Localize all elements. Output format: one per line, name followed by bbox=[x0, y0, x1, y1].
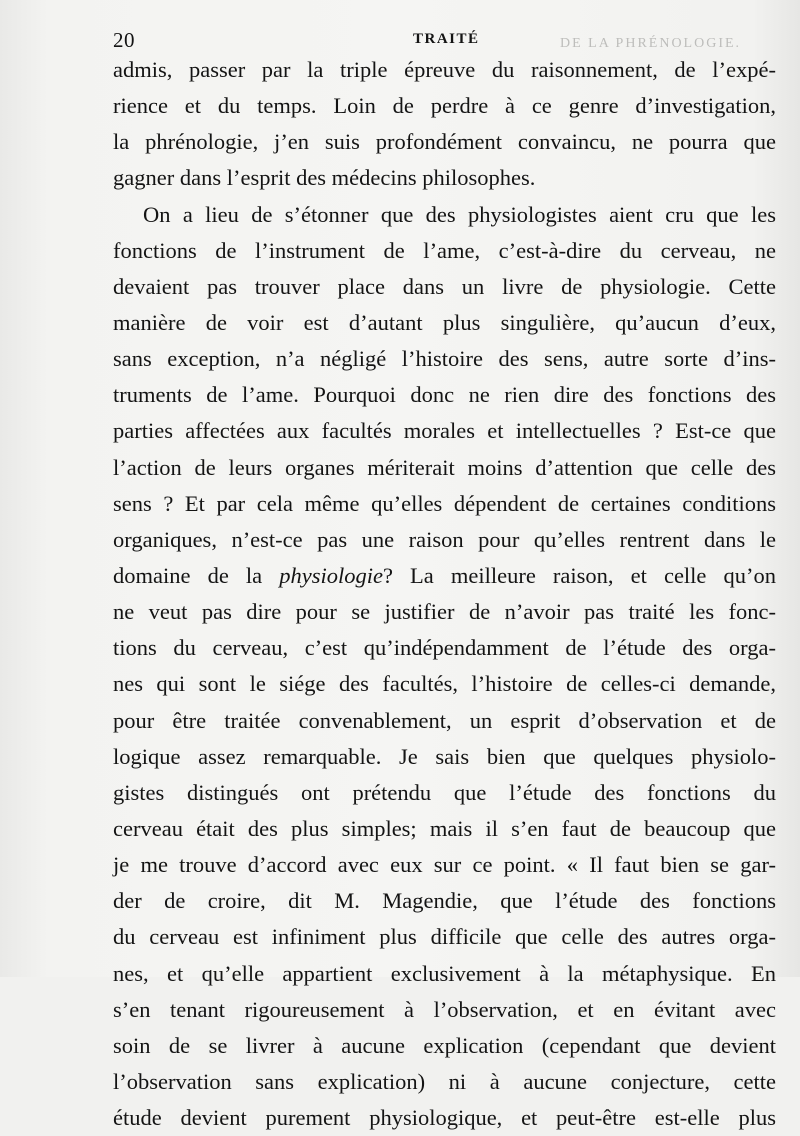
text-segment: admis, passer par la triple épreuve du raisonnement, de l’expé- bbox=[113, 57, 776, 82]
text-line bbox=[113, 233, 776, 269]
text-segment: parties affectées aux facultés morales et intellectuelles ? Est-ce que bbox=[113, 418, 776, 444]
text-segment: der de croire, dit M. Magendie, que l’étude des fonctions bbox=[113, 888, 776, 914]
text-line bbox=[113, 522, 776, 558]
text-line bbox=[113, 88, 776, 124]
text-segment: la phrénologie, j’en suis profondément convaincu, ne pourra que bbox=[113, 129, 776, 155]
text-segment: je me trouve d’accord avec eux sur ce point. « Il faut bien se gar- bbox=[113, 852, 776, 878]
text-line bbox=[113, 630, 776, 666]
text-segment: On a lieu de s’étonner que des physiologistes aient cru que les bbox=[143, 201, 776, 227]
text-line bbox=[113, 1064, 776, 1100]
text-line bbox=[113, 341, 776, 377]
text-line bbox=[113, 703, 776, 739]
text-line bbox=[113, 450, 776, 486]
text-segment: rience et du temps. Loin de perdre à ce genre d’investigation, bbox=[113, 93, 776, 119]
text-segment: étude devient purement physiologique, et peut-être est-elle plus bbox=[113, 1105, 776, 1131]
text-line bbox=[113, 52, 776, 88]
text-segment: sans exception, n’a négligé l’histoire des sens, autre sorte d’ins- bbox=[113, 346, 776, 372]
text-line bbox=[113, 1100, 776, 1136]
text-segment: devaient pas trouver place dans un livre de physiologie. Cette bbox=[113, 273, 776, 299]
bleed-through-text: DE LA PHRÉNOLOGIE. bbox=[560, 36, 742, 51]
text-line bbox=[113, 956, 776, 992]
text-segment: nes, et qu’elle appartient exclusivement à la métaphysique. En bbox=[113, 960, 776, 986]
running-title: TRAITÉ bbox=[413, 31, 480, 47]
text-line bbox=[113, 160, 776, 196]
text-line bbox=[113, 847, 776, 883]
text-segment: du cerveau est infiniment plus difficile que celle des autres orga- bbox=[113, 924, 776, 950]
text-segment: l’observation sans explication) ni à aucune conjecture, cette bbox=[113, 1068, 776, 1094]
text-line bbox=[113, 413, 776, 449]
italic-text: physiologie bbox=[279, 562, 383, 588]
text-line bbox=[113, 486, 776, 522]
text-line bbox=[113, 197, 776, 233]
text-line bbox=[113, 594, 776, 630]
text-segment: manière de voir est d’autant plus singulière, qu’aucun d’eux, bbox=[113, 309, 776, 335]
text-segment: sens ? Et par cela même qu’elles dépendent de certaines conditions bbox=[113, 490, 776, 516]
text-line bbox=[113, 377, 776, 413]
text-line bbox=[113, 269, 776, 305]
text-segment: fonctions de l’instrument de l’ame, c’est-à-dire du cerveau, ne bbox=[113, 237, 776, 263]
text-segment: ne veut pas dire pour se justifier de n’avoir pas traité les fonc- bbox=[113, 599, 776, 625]
text-segment: logique assez remarquable. Je sais bien que quelques physiolo- bbox=[113, 743, 776, 769]
body-text bbox=[113, 52, 776, 1136]
text-line bbox=[113, 739, 776, 775]
text-segment: cerveau était des plus simples; mais il s’en faut de beaucoup que bbox=[113, 815, 776, 841]
text-segment: gagner dans l’esprit des médecins philosophes. bbox=[113, 165, 536, 191]
text-segment: gistes distingués ont prétendu que l’étude des fonctions du bbox=[113, 779, 776, 805]
text-line bbox=[113, 558, 776, 594]
text-line bbox=[113, 811, 776, 847]
text-segment: s’en tenant rigoureusement à l’observation, et en évitant avec bbox=[113, 996, 776, 1022]
text-segment: soin de se livrer à aucune explication (cependant que devient bbox=[113, 1032, 776, 1058]
text-line bbox=[113, 883, 776, 919]
text-line bbox=[113, 305, 776, 341]
text-segment: nes qui sont le siége des facultés, l’histoire de celles-ci demande, bbox=[113, 671, 776, 697]
text-line bbox=[113, 124, 776, 160]
text-line bbox=[113, 992, 776, 1028]
text-segment: ? La meilleure raison, et celle qu’on bbox=[382, 562, 776, 588]
text-segment: truments de l’ame. Pourquoi donc ne rien dire des fonctions des bbox=[113, 382, 776, 408]
text-segment: domaine de la bbox=[113, 562, 280, 588]
page-number: 20 bbox=[113, 28, 135, 52]
text-line bbox=[113, 919, 776, 955]
text-line bbox=[113, 1028, 776, 1064]
text-segment: organiques, n’est-ce pas une raison pour qu’elles rentrent dans le bbox=[113, 526, 776, 552]
text-segment: l’action de leurs organes mériterait moins d’attention que celle des bbox=[113, 454, 776, 480]
text-segment: pour être traitée convenablement, un esprit d’observation et de bbox=[113, 707, 776, 733]
text-line bbox=[113, 666, 776, 702]
text-segment: tions du cerveau, c’est qu’indépendamment de l’étude des orga- bbox=[113, 635, 776, 661]
text-line bbox=[113, 775, 776, 811]
